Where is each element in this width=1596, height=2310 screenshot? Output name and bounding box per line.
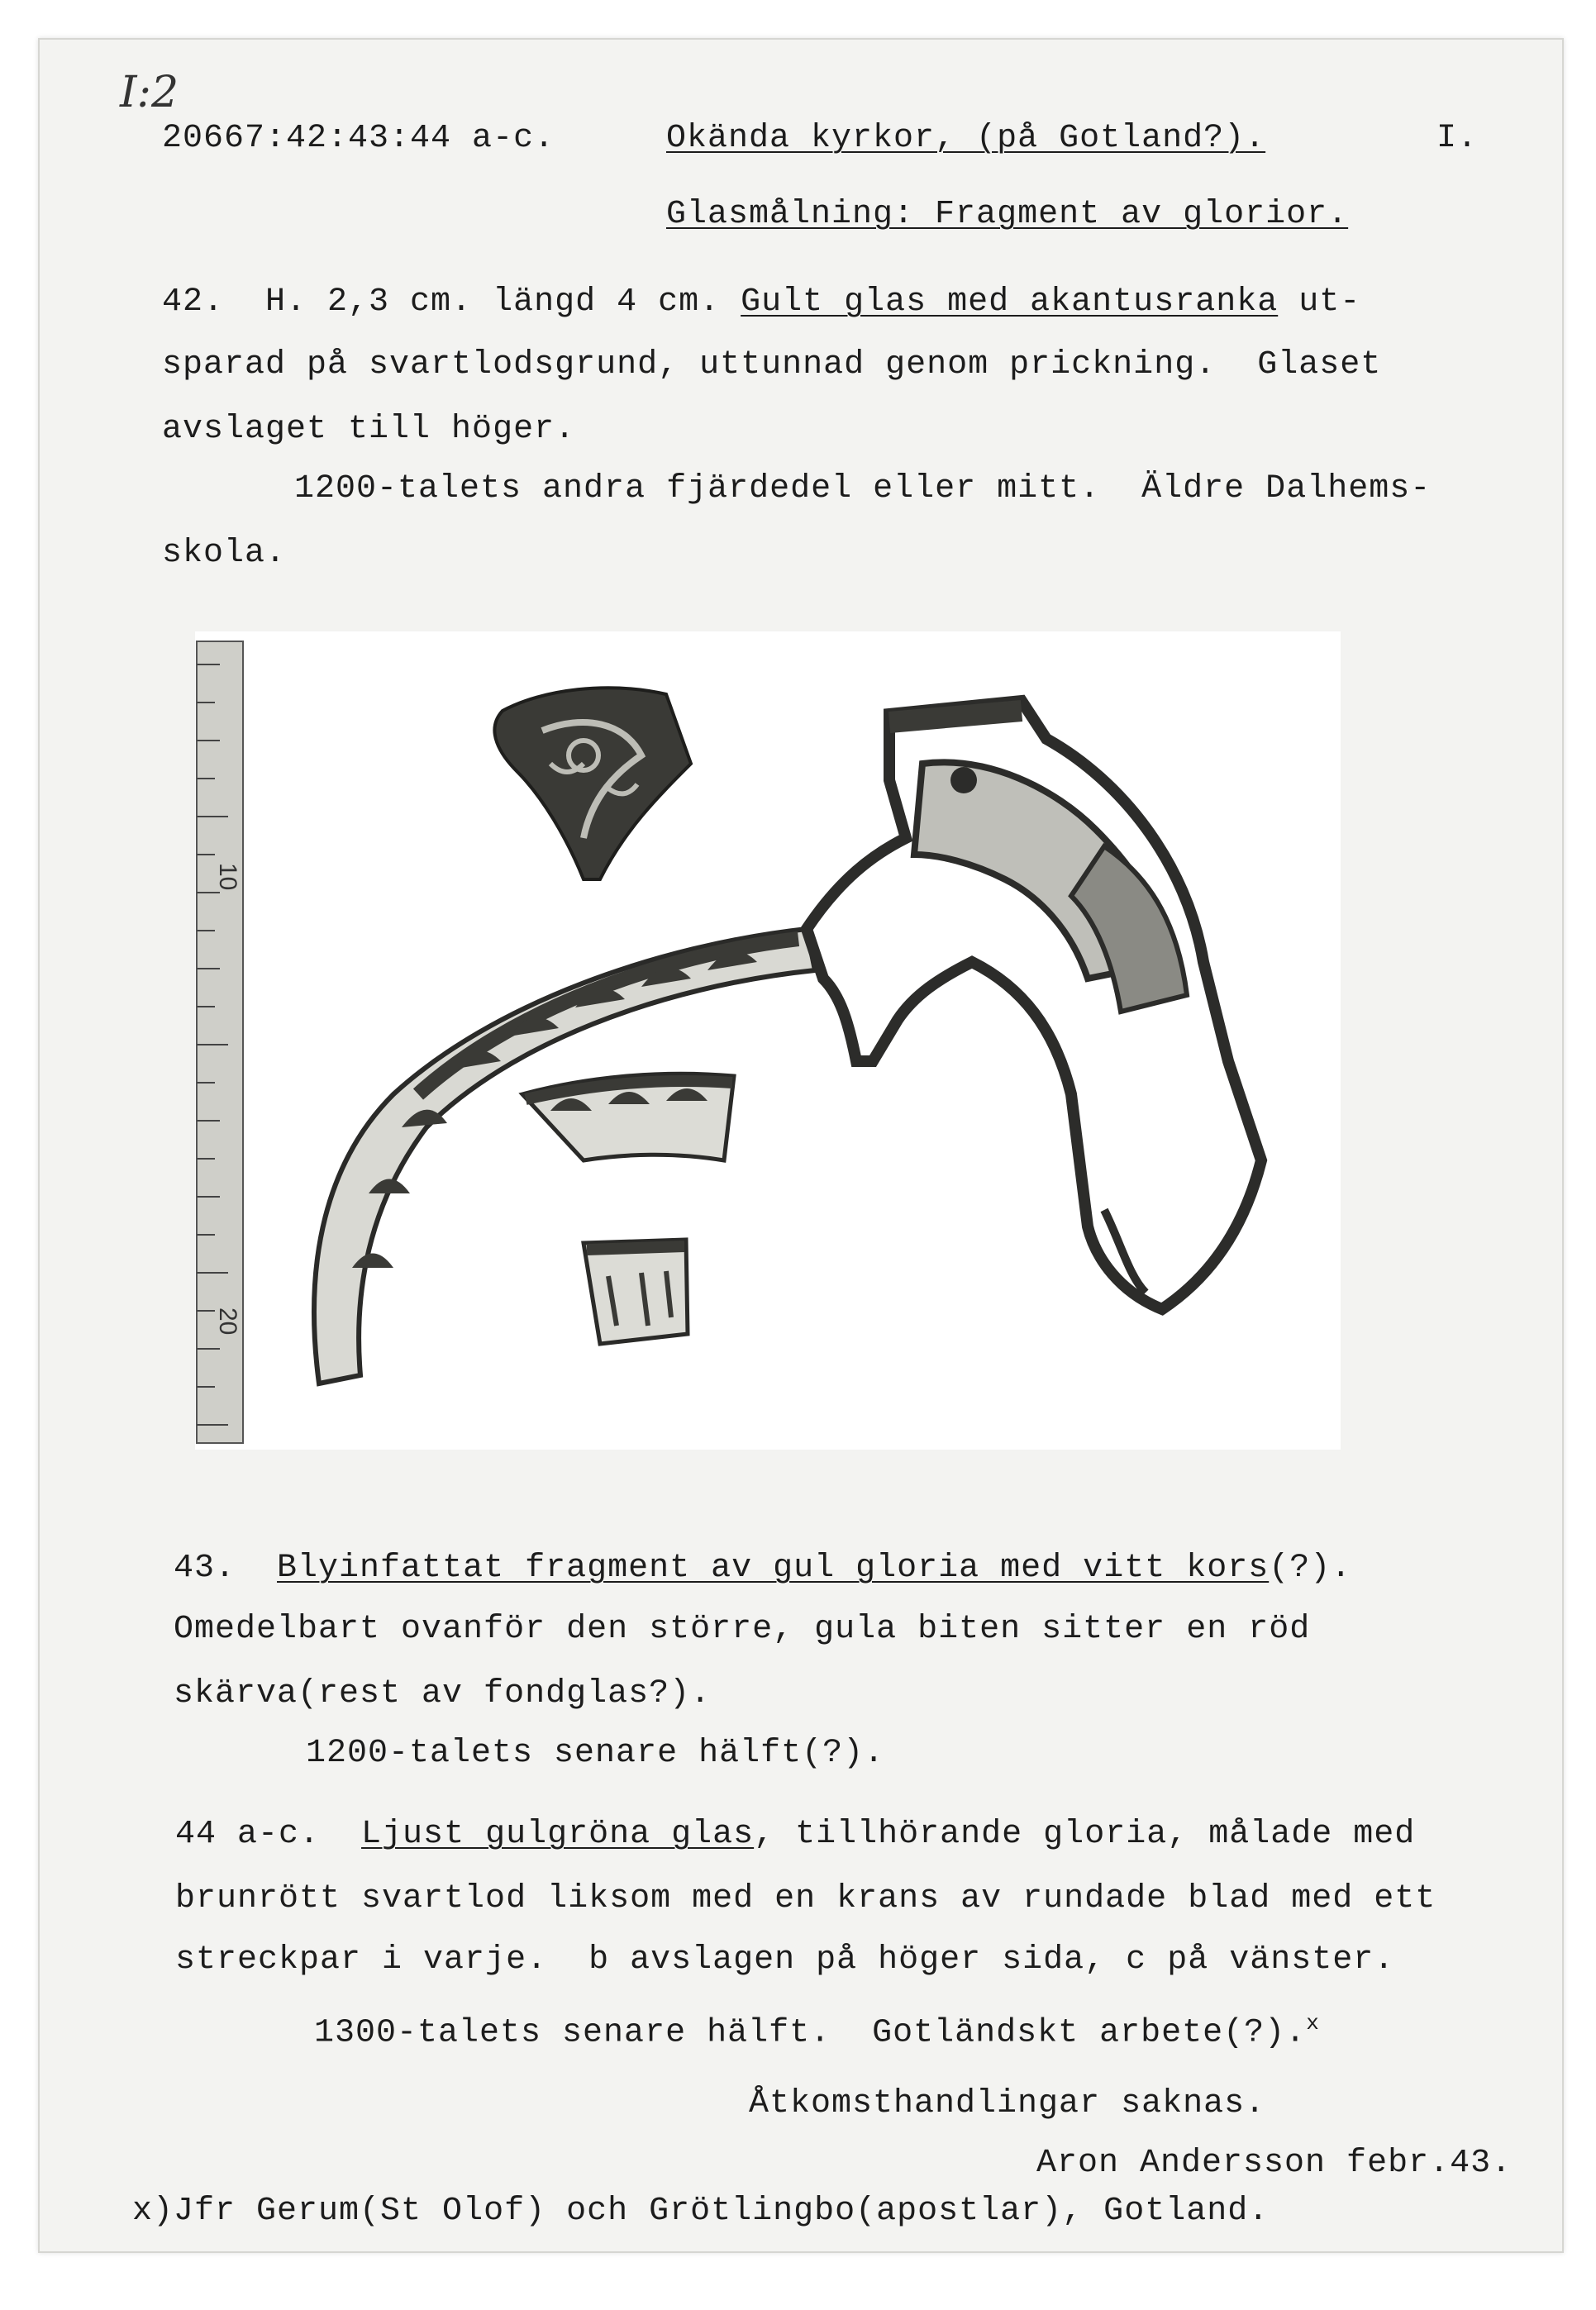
handwritten-mark: I:2 bbox=[120, 68, 179, 117]
footnote: x)Jfr Gerum(St Olof) och Grötlingbo(apostlar), Gotland. bbox=[132, 2193, 1270, 2230]
item43-line2: Omedelbart ovanför den större, gula biten sitter en röd bbox=[174, 1611, 1311, 1648]
item43-line4: 1200-talets senare hälft(?). bbox=[306, 1735, 885, 1772]
item44-highlight: Ljust gulgröna glas bbox=[361, 1816, 755, 1853]
measuring-ruler bbox=[197, 641, 243, 1443]
item44-line3: streckpar i varje. b avslagen på höger sida, c på vänster. bbox=[175, 1941, 1395, 1979]
fragment-44b bbox=[522, 1074, 734, 1160]
item42-line1: 42. H. 2,3 cm. längd 4 cm. Gult glas med akantusranka ut- bbox=[162, 283, 1361, 321]
fragment-43 bbox=[807, 701, 1261, 1309]
fragment-42 bbox=[494, 688, 691, 879]
ruler-label-20: 20 bbox=[214, 1307, 241, 1336]
fragment-44a bbox=[314, 929, 815, 1384]
item44-line4: 1300-talets senare hälft. Gotländskt arbete(?).$^x$ bbox=[314, 2011, 1320, 2052]
item44-line1: 44 a-c. Ljust gulgröna glas, tillhörande gloria, målade med bbox=[175, 1816, 1416, 1853]
fragments-illustration bbox=[195, 631, 1341, 1450]
item42-line4: 1200-talets andra fjärdedel eller mitt. Äldre Dalhems- bbox=[294, 470, 1432, 507]
fragments-photo bbox=[195, 631, 1341, 1450]
place-title: Okända kyrkor, (på Gotland?). bbox=[666, 120, 1266, 157]
subject-title: Glasmålning: Fragment av glorior. bbox=[666, 196, 1349, 233]
inventory-number: 20667:42:43:44 a-c. bbox=[162, 120, 555, 157]
item44-line2: brunrött svartlod liksom med en krans av rundade blad med ett bbox=[175, 1880, 1436, 1917]
fragment-44c bbox=[584, 1240, 688, 1344]
item42-line3: avslaget till höger. bbox=[162, 411, 576, 448]
footnote-mark: x bbox=[1306, 2011, 1320, 2036]
item42-highlight: Gult glas med akantusranka bbox=[741, 283, 1279, 321]
item42-line2: sparad på svartlodsgrund, uttunnad genom prickning. Glaset bbox=[162, 346, 1382, 383]
ruler-label-10: 10 bbox=[214, 863, 241, 891]
item43-line1: 43. Blyinfattat fragment av gul gloria med vitt kors(?). bbox=[174, 1550, 1352, 1587]
author-signature: Aron Andersson febr.43. bbox=[1036, 2145, 1513, 2182]
item42-line5: skola. bbox=[162, 535, 287, 572]
item43-line3: skärva(rest av fondglas?). bbox=[174, 1675, 712, 1712]
section-number: I. bbox=[1436, 120, 1479, 157]
acquisition-note: Åtkomsthandlingar saknas. bbox=[749, 2085, 1266, 2122]
item43-highlight: Blyinfattat fragment av gul gloria med vitt kors bbox=[277, 1550, 1270, 1587]
